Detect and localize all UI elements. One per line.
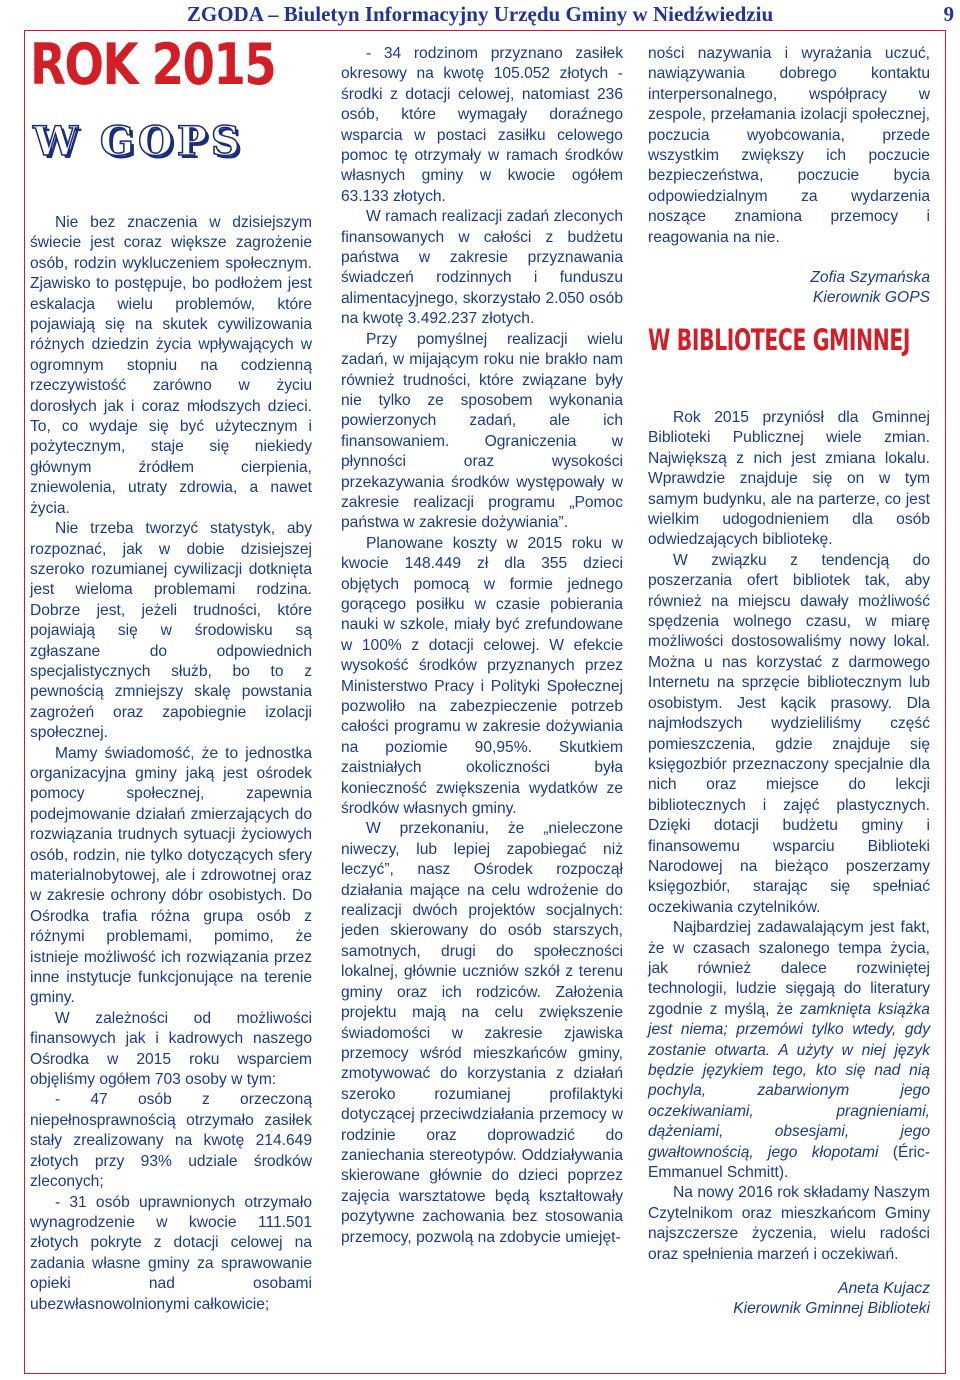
paragraph: W związku z tendencją do poszerzania ofert bibliotek tak, aby również na miejscu dawały możliwość spędzenia wolnego czasu, w miarę możliwości dostosowaliśmy nowy lokal. Można u nas korzystać z darmowego Internetu na sprzęcie bibliotecznym lub osobistym. Jest kącik prasowy. Dla najmłodszych wydzieliliśmy część pomieszczenia, gdzie znajduje się księgozbiór przeznaczony specjalnie dla nich oraz miejsce do lekcji bibliotecznych i zajęć plastycznych. Dzięki dotacji budżetu gminy i finansowemu wsparciu Biblioteki Narodowej na bieżąco poszerzamy księgozbiór, starając się spełniać oczekiwania czytelników. xyxy=(648,551,930,916)
list-item: - 31 osób uprawnionych otrzymało wynagrodzenie w kwocie 111.501 złotych pokryte z dotacji celowej na zadania własne gminy za sprawowanie opieki nad osobami ubezwłasnowolnionymi całkowicie; xyxy=(30,1193,312,1313)
article-gops-column-3 xyxy=(648,44,930,309)
article-title-line2: W GOPS xyxy=(33,118,244,165)
signature-role: Kierownik GOPS xyxy=(813,289,930,307)
bulletin-title: ZGODA – Biuletyn Informacyjny Urzędu Gminy w Niedźwiedziu xyxy=(186,2,774,26)
paragraph: Przy pomyślnej realizacji wielu zadań, w mijającym roku nie brakło nam również trudności, które związane były nie tylko ze sposobem wykonania powierzonych zadań, ale ich finansowaniem. Ograniczenia w płynności oraz wysokości przekazywania środków występowały w zakresie realizacji programu „Pomoc państwa w zakresie dożywiania”. xyxy=(341,330,623,532)
page-header xyxy=(0,0,960,28)
paragraph xyxy=(648,918,930,1183)
page-number: 9 xyxy=(943,2,954,26)
paragraph: Planowane koszty w 2015 roku w kwocie 148.449 zł dla 355 dzieci objętych pomocą w formie jednego gorącego posiłku w czasie pobierania nauki w szkole, miały być zrefundowane w 100% z dotacji celowej. W efekcie wysokość środków przyznanych przez Ministerstwo Pracy i Polityki Społecznej pozwoliło na zabezpieczenie potrzeb całości programu w zakresie dożywiania na poziomie 90,95%. Skutkiem zaistniałych okoliczności była konieczność zwiększenia wydatków ze środków własnych gminy. xyxy=(341,534,623,818)
paragraph: Na nowy 2016 rok składamy Naszym Czytelnikom oraz mieszkańcom Gminy najszczersze życzenia, wielu radości oraz spełnienia marzeń i oczekiwań. xyxy=(648,1184,930,1263)
article-gops-column-1 xyxy=(30,213,312,1315)
library-article-title: W BIBLIOTECE GMINNEJ xyxy=(648,323,911,357)
article-title-line1: ROK 2015 xyxy=(30,32,276,98)
paragraph-text: Najbardziej zadawalającym jest fakt, że w czasach szalonego tempa życia, jak również dalece rozwiniętej technologii, ludzie sięgają do literatury zgodnie z myślą, że xyxy=(648,919,930,1018)
signature-role: Kierownik Gminnej Biblioteki xyxy=(733,1300,930,1318)
signature-name: Zofia Szymańska xyxy=(810,269,930,287)
paragraph: W ramach realizacji zadań zleconych finansowanych w całości z budżetu państwa w zakresie przyznawania świadczeń rodzinnych i funduszu alimentacyjnego, skorzystało 2.050 osób na kwotę 3.492.237 złotych. xyxy=(341,208,623,328)
paragraph: Nie trzeba tworzyć statystyk, aby rozpoznać, jak w dobie dzisiejszej szeroko rozumianej cywilizacji dotknięta jest wieloma problemami rodzina. Dobrze jest, jeżeli trudności, które pojawiają się w środowisku są zgłaszane do odpowiednich specjalistycznych służb, bo to z pewnością zmniejszy skalę powstania zagrożeń oraz zapobiegnie izolacji społecznej. xyxy=(30,520,312,742)
paragraph-continuation: ności nazywania i wyrażania uczuć, nawiązywania dobrego kontaktu interpersonalnego, współpracy w zespole, przełamania izolacji społecznej, poczucia wyobcowania, przede wszystkim zwiększy ich poczucie bezpieczeństwa, poczucie bycia odpowiedzialnym za wydarzenia noszące znamiona przemocy i reagowania na nie. xyxy=(648,45,930,246)
article-library-column xyxy=(648,408,930,1320)
paragraph: W przekonaniu, że „nieleczone niweczy, lub lepiej zapobiegać niż leczyć”, nasz Ośrodek rozpoczął działania mające na celu wdrożenie do realizacji dwóch projektów socjalnych: jeden skierowany do osób starszych, samotnych, drugi do społeczności lokalnej, głównie uczniów szkół z terenu gminy oraz ich rodziców. Założenia projektu mają na celu zwiększenie świadomości w zakresie zjawiska przemocy wśród mieszkańców gminy, zmotywować do korzystania z działań szeroko rozumianej profilaktyki dotyczącej przeciwdziałania przemocy w rodzinie oraz doprowadzić do zaniechania stereotypów. Oddziaływania skierowane głównie do dzieci poprzez zajęcia warsztatowe będą kształtowały pozytywne zachowania bez stosowania przemocy, pozwolą na zdobycie umiejęt- xyxy=(341,820,623,1246)
paragraph: W zależności od możliwości finansowych jak i kadrowych naszego Ośrodka w 2015 roku wsparciem objęliśmy ogółem 703 osoby w tym: xyxy=(30,1009,312,1089)
quote-author: (Éric-Emmanuel Schmitt). xyxy=(648,1143,930,1182)
paragraph: Rok 2015 przyniósł dla Gminnej Biblioteki Publicznej wiele zmian. Największą z nich jest zmiana lokalu. Wprawdzie znajduje się on w tym samym budynku, ale na parterze, co jest wielkim udogodnieniem dla osób odwiedzających bibliotekę. xyxy=(648,409,930,549)
list-item: - 34 rodzinom przyznano zasiłek okresowy na kwotę 105.052 złotych - środki z dotacji celowej, natomiast 236 osób, które wymagały doraźnego wsparcia w postaci zasiłku celowego pomoc tę otrzymały w ramach środków własnych gminy w kwocie ogółem 63.133 złotych. xyxy=(341,45,623,205)
list-item: - 47 osób z orzeczoną niepełnosprawnością otrzymało zasiłek stały zrealizowany na kwotę 214.649 złotych przy 93% udziale środków zleconych; xyxy=(30,1091,312,1191)
paragraph: Nie bez znaczenia w dzisiejszym świecie jest coraz większe zagrożenie osób, rodzin wykluczeniem społecznym. Zjawisko to postępuje, bo podłożem jest eskalacja wielu problemów, które pojawiają się na skutek cywilizowania różnych dziedzin życia wpływających w ogromnym stopniu na codzienną rzeczywistość zarówno w życiu dorosłych jak i coraz młodszych dzieci. To, co wydaje się być użytecznym i pożytecznym, staje się niekiedy głównym źródłem cierpienia, zniewolenia, utraty zdrowia, a nawet życia. xyxy=(30,214,312,517)
quote: zamknięta książka jest niema; przemówi tylko wtedy, gdy zostanie otwarta. A użyty w niej język będzie językiem tego, kto się nad nią pochyla, zabarwionym jego oczekiwaniami, pragnieniami, dążeniami, obsesjami, jego gwałtownością, jego kłopotami xyxy=(648,1000,930,1161)
paragraph: Mamy świadomość, że to jednostka organizacyjna gminy jaką jest ośrodek pomocy społecznej, zapewnia podejmowanie działań zmierzających do rozwiązania trudnych sytuacji życiowych osób, rodzin, nie tylko dotyczących sfery materialnobytowej, ale i zdrowotnej oraz w zakresie ochrony dóbr osobistych. Do Ośrodka trafia różna grupa osób z różnymi problemami, pomimo, że istnieje możliwość ich rozwiązania przez inne instytucje funkcjonujące na terenie gminy. xyxy=(30,744,312,1007)
article-gops-column-2 xyxy=(341,44,623,1248)
signature-name: Aneta Kujacz xyxy=(838,1280,930,1298)
